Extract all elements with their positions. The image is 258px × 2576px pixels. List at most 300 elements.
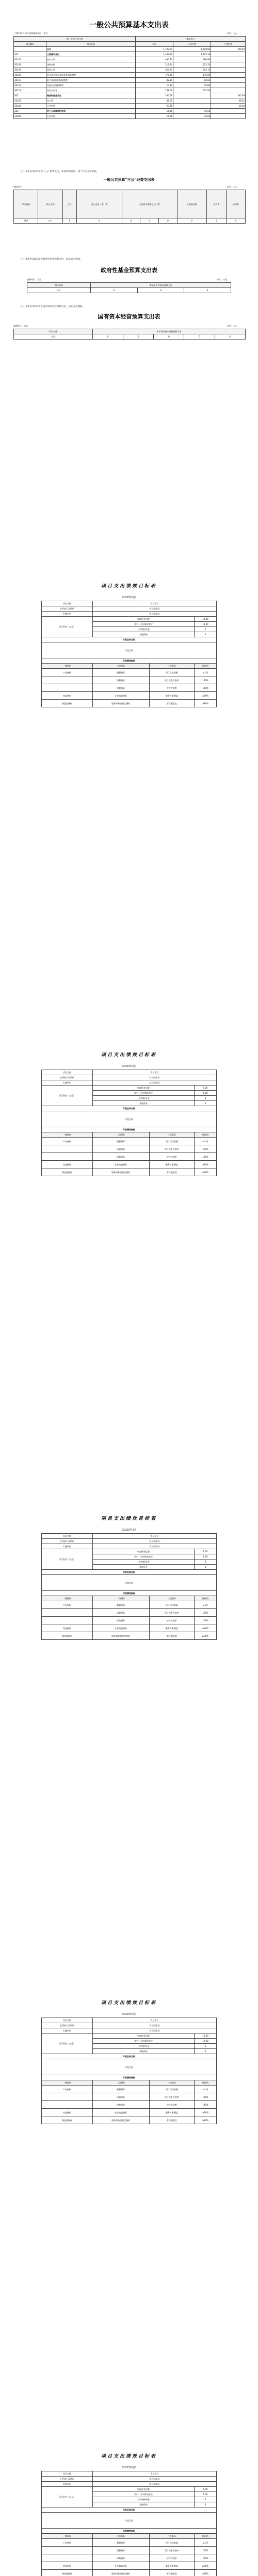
table-cell: 项目验收合格率 xyxy=(149,1609,194,1617)
table-cell xyxy=(211,73,246,78)
table-cell: 项目资金（万元） xyxy=(42,617,93,637)
table-cell: 年度资金总额 xyxy=(92,2033,194,2039)
table-cell: 0 xyxy=(194,2044,216,2049)
table-cell: 年度资金总额 xyxy=(92,1086,194,1091)
table-cell: 年度总体目标 xyxy=(42,2054,217,2059)
table-cell: 时效指标 xyxy=(92,2554,149,2562)
table-cell: 176.05 xyxy=(136,73,173,78)
table-header: 一级指标 xyxy=(42,1596,93,1601)
table-cell: 30305 xyxy=(14,114,46,119)
table-cell: ≥90% xyxy=(194,692,216,700)
table-cell: 数量指标 xyxy=(92,2539,149,2547)
basic-expense-table xyxy=(13,36,246,119)
table-cell: 时效指标 xyxy=(92,1617,149,1624)
table-cell: 0 xyxy=(194,1560,216,1565)
table-cell: ≥90% xyxy=(194,2109,216,2116)
table-cell: 项目验收合格率 xyxy=(149,676,194,684)
table-row xyxy=(42,1161,217,1168)
table-cell: 30101 xyxy=(14,57,46,62)
table-row xyxy=(42,1070,217,1075)
table-cell: 满意度指标 xyxy=(42,2570,93,2576)
table-cell: 合计 xyxy=(27,288,91,293)
table-cell: 宾县财政局 xyxy=(92,1080,216,1086)
gov-fund-title: 政府性基金预算支出表 xyxy=(101,267,157,274)
table-cell xyxy=(42,1617,93,1624)
table-cell: 0 xyxy=(194,1101,216,1106)
table-cell: 项目名称 xyxy=(42,1534,93,1539)
table-cell xyxy=(42,2101,93,2109)
table-cell: 年度总体目标 xyxy=(42,1106,217,1111)
table-header: 科目名称 xyxy=(27,283,91,288)
table-cell: 实施单位 xyxy=(42,2482,93,2487)
table-row xyxy=(42,2116,217,2124)
table-cell: 132.06 xyxy=(136,88,173,93)
table-cell: 项目名称 xyxy=(42,1070,93,1075)
sanggong-unit-right: 单位：万元 xyxy=(227,185,237,188)
table-cell: 30113 xyxy=(14,88,46,93)
state-capital-title: 国有资本经营预算支出表 xyxy=(98,313,160,320)
table-cell: 0 xyxy=(140,218,159,224)
table-row xyxy=(42,1617,217,1624)
table-row xyxy=(42,2028,217,2033)
table-cell: 群众满意度 xyxy=(149,700,194,707)
state-capital-unit: 编制单位：宾县 xyxy=(13,325,28,327)
table-cell: 按时完成率 xyxy=(149,684,194,692)
table-row xyxy=(14,52,246,57)
table-header: 指标值 xyxy=(194,1132,216,1138)
table-header: 二级指标 xyxy=(92,2080,149,2086)
table-row xyxy=(42,1539,217,1544)
table-row xyxy=(42,1168,217,1176)
table-cell: 效益指标 xyxy=(42,1624,93,1632)
table-header: 本年政府性基金预算支出 xyxy=(91,283,231,288)
table-row xyxy=(42,2507,217,2513)
table-cell: ≥90% xyxy=(194,1168,216,1176)
table-cell: 30107 xyxy=(14,67,46,73)
table-row xyxy=(42,2080,217,2086)
table-row xyxy=(42,1570,217,1575)
table-cell: 16.66 xyxy=(173,109,211,114)
table-row xyxy=(42,1601,217,1609)
table-cell: 职工基本医疗保险缴费 xyxy=(46,78,136,83)
table-cell: 基本工资 xyxy=(46,57,136,62)
table-cell: 主管部门及代码 xyxy=(42,606,93,612)
table-row xyxy=(42,676,217,684)
table-cell: 按时完成率 xyxy=(149,2554,194,2562)
table-cell: 0 xyxy=(62,218,76,224)
table-cell: 8.00 xyxy=(194,1554,216,1560)
table-cell: 年度绩效指标 xyxy=(42,1591,217,1596)
table-cell: 服务对象覆盖 xyxy=(149,2562,194,2570)
table-cell: 48.62 xyxy=(136,98,173,104)
table-header: 三级指标 xyxy=(149,2534,194,2539)
table-row xyxy=(42,1591,217,1596)
table-cell: 数量指标 xyxy=(92,669,149,676)
table-row xyxy=(42,2075,217,2080)
table-row xyxy=(42,2018,217,2023)
table-cell: 0 xyxy=(177,218,206,224)
table-cell: 项目验收合格率 xyxy=(149,2093,194,2101)
card-title: 项目支出绩效目标表 xyxy=(101,2001,157,2006)
table-row xyxy=(42,1145,217,1153)
table-cell: 项目资金（万元） xyxy=(42,1549,93,1570)
table-row xyxy=(42,664,217,669)
table-cell: ≥90% xyxy=(194,2562,216,2570)
gov-fund-unit-right: 单位：万元 xyxy=(217,278,227,281)
table-header: 科目名称 xyxy=(14,329,93,334)
table-header: 一级指标 xyxy=(42,2080,93,2086)
table-header: 公务接待费 xyxy=(177,190,206,218)
table-cell: 其他资金 xyxy=(92,2049,194,2054)
table-cell: 社会效益指标 xyxy=(92,2109,149,2116)
table-cell xyxy=(42,1153,93,1161)
table-cell xyxy=(211,67,246,73)
table-cell: 群众满意度 xyxy=(149,2116,194,2124)
table-header: 部门预算经济分类 xyxy=(14,37,136,42)
table-cell: 项目名称 xyxy=(42,2471,93,2477)
note-sanggong: 注：本单位2023年无“三公”经费支出。如需要说明的，请于下方文字说明。 xyxy=(21,171,99,173)
table-cell: 12.00 xyxy=(194,2039,216,2044)
table-cell: 年度总体目标 xyxy=(42,1570,217,1575)
table-row xyxy=(42,1609,217,1617)
table-cell: ≥1项 xyxy=(194,669,216,676)
table-cell xyxy=(211,78,246,83)
table-cell: 100% xyxy=(194,2093,216,2101)
table-cell: 1,703.94 xyxy=(136,47,173,52)
table-cell: 30110 xyxy=(14,78,46,83)
table-cell: 82.81 xyxy=(136,78,173,83)
table-header: 合计 xyxy=(62,190,76,218)
table-cell: 服务对象满意度指标 xyxy=(92,2116,149,2124)
table-cell: 实施单位 xyxy=(42,1080,93,1086)
table-cell: 1,492.19 xyxy=(173,52,211,57)
table-cell: 项目资金（万元） xyxy=(42,2033,93,2054)
table-cell: 其中：当年财政拨款 xyxy=(92,622,194,627)
table-cell: 48.62 xyxy=(211,98,246,104)
table-header: 二级指标 xyxy=(92,664,149,669)
table-header: 二级指标 xyxy=(92,1596,149,1601)
table-row xyxy=(14,88,246,93)
table-cell: 30201 xyxy=(14,98,46,104)
table-cell: 项目资金（万元） xyxy=(42,2487,93,2507)
table-cell: ≥90% xyxy=(194,700,216,707)
gov-fund-unit: 编制单位：宾县 xyxy=(27,278,41,281)
state-capital-table xyxy=(13,329,246,340)
table-header: 培训费 xyxy=(226,190,245,218)
table-cell: 项目完成数量 xyxy=(149,2086,194,2093)
table-row xyxy=(42,1127,217,1132)
table-cell xyxy=(211,62,246,67)
table-header: 一级指标 xyxy=(42,2534,93,2539)
table-row xyxy=(42,617,217,622)
table-cell xyxy=(42,2547,93,2554)
table-cell: 项目资金（万元） xyxy=(42,1086,93,1106)
table-cell: 产出指标 xyxy=(42,2086,93,2093)
table-row xyxy=(14,57,246,62)
table-cell: 0 xyxy=(194,1565,216,1570)
table-cell: 满意度指标 xyxy=(42,1168,93,1176)
table-row xyxy=(42,1086,217,1091)
table-row xyxy=(14,47,246,52)
table-cell: 0 xyxy=(194,1096,216,1101)
card-title: 项目支出绩效目标表 xyxy=(101,584,157,589)
table-row xyxy=(42,1596,217,1601)
table-row xyxy=(42,1075,217,1080)
table-row xyxy=(42,1544,217,1549)
performance-table xyxy=(41,2471,217,2576)
table-cell: 303 xyxy=(14,109,46,114)
table-row xyxy=(42,700,217,707)
table-cell: 其中：当年财政拨款 xyxy=(92,2039,194,2044)
table-cell: 132.06 xyxy=(173,88,211,93)
table-cell: 宾县财政局 xyxy=(92,2482,216,2487)
table-row xyxy=(42,2562,217,2570)
table-cell: 工资福利支出 xyxy=(46,52,136,57)
table-cell: 100% xyxy=(194,684,216,692)
table-row xyxy=(42,1138,217,1145)
table-cell: 服务对象覆盖 xyxy=(149,2109,194,2116)
table-row xyxy=(42,2059,217,2075)
table-cell: 1,508.85 xyxy=(173,47,211,52)
table-cell: 宾县财政局 xyxy=(92,2477,216,2482)
table-cell: 30112 xyxy=(14,83,46,88)
table-cell: 主管部门及代码 xyxy=(42,1539,93,1544)
table-cell: 6.00 xyxy=(194,2492,216,2497)
table-cell: 100% xyxy=(194,1145,216,1153)
performance-table xyxy=(41,1070,217,1176)
table-cell: 年度绩效指标 xyxy=(42,1127,217,1132)
table-cell: 30102 xyxy=(14,62,46,67)
table-cell: 合计 xyxy=(46,47,136,52)
page-title: 一般公共预算基本支出表 xyxy=(89,21,169,29)
table-cell: 产出指标 xyxy=(42,1601,93,1609)
performance-table xyxy=(41,1533,217,1640)
table-header: 二级指标 xyxy=(92,1132,149,1138)
table-cell: 时效指标 xyxy=(92,1153,149,1161)
table-cell: 100% xyxy=(194,2554,216,2562)
table-row xyxy=(42,601,217,606)
table-row xyxy=(42,1111,217,1127)
table-cell: 商品和服务支出 xyxy=(46,93,136,98)
table-row xyxy=(14,104,246,109)
table-row xyxy=(42,2471,217,2477)
table-cell: 10.84 xyxy=(173,83,211,88)
table-row xyxy=(14,98,246,104)
table-cell: 产出指标 xyxy=(42,2539,93,2547)
table-cell: 宾县财政局 xyxy=(92,2028,216,2033)
table-cell: 服务对象满意度指标 xyxy=(92,2570,149,2576)
table-cell xyxy=(211,109,246,114)
table-cell: 宾县财政局 xyxy=(92,606,216,612)
table-cell: 数量指标 xyxy=(92,1601,149,1609)
table-cell: 住房公积金 xyxy=(46,88,136,93)
table-cell: 项目验收合格率 xyxy=(149,2547,194,2554)
table-row xyxy=(42,2513,217,2529)
table-cell: 群众满意度 xyxy=(149,1168,194,1176)
table-cell: 213.74 xyxy=(173,62,211,67)
table-cell: 社会效益指标 xyxy=(92,1161,149,1168)
table-cell: 1,492.19 xyxy=(136,52,173,57)
table-cell: 其他社会保障缴费 xyxy=(46,83,136,88)
table-cell: 实施单位 xyxy=(42,1544,93,1549)
table-cell: 其中：当年财政拨款 xyxy=(92,2492,194,2497)
table-row xyxy=(42,2547,217,2554)
table-cell: 其他资金 xyxy=(92,632,194,637)
table-cell: 年度总体目标 xyxy=(42,637,217,642)
table-cell: 机关事业单位基本养老保险缴费 xyxy=(46,73,136,78)
table-cell: 实施单位 xyxy=(42,2028,93,2033)
table-cell: 10.00 xyxy=(194,617,216,622)
table-cell: 0 xyxy=(184,288,231,293)
table-cell: 0 xyxy=(226,218,245,224)
table-cell: 群众满意度 xyxy=(149,2570,194,2576)
table-cell: 496.80 xyxy=(173,57,211,62)
table-row xyxy=(42,2487,217,2492)
table-row xyxy=(42,2570,217,2576)
table-cell xyxy=(42,684,93,692)
table-row xyxy=(42,1575,217,1591)
table-cell: 服务对象满意度指标 xyxy=(92,700,149,707)
table-cell xyxy=(42,1609,93,1617)
table-cell: ≥90% xyxy=(194,1624,216,1632)
table-cell: 满意度指标 xyxy=(42,1632,93,1640)
table-header: 一级指标 xyxy=(42,664,93,669)
table-cell: 6.00 xyxy=(194,2487,216,2492)
table-header: 会议费 xyxy=(207,190,226,218)
table-row xyxy=(14,73,246,78)
table-header: 三级指标 xyxy=(149,664,194,669)
table-cell: 产出指标 xyxy=(42,669,93,676)
table-cell: 质量指标 xyxy=(92,676,149,684)
table-cell: 其中：当年财政拨款 xyxy=(92,1091,194,1096)
table-row xyxy=(42,1534,217,1539)
table-row xyxy=(42,2054,217,2059)
unit-right: 单位：万元 xyxy=(227,32,237,35)
table-cell: 年度资金总额 xyxy=(92,617,194,622)
table-cell: 100% xyxy=(194,1609,216,1617)
table-cell: 宾县项目 xyxy=(92,2471,216,2477)
table-cell: 30108 xyxy=(14,73,46,78)
table-cell: 服务对象覆盖 xyxy=(149,1161,194,1168)
table-row xyxy=(42,2033,217,2039)
table-cell: 实施单位 xyxy=(42,612,93,617)
table-cell: 项目完成数量 xyxy=(149,1601,194,1609)
table-cell: 16.66 xyxy=(136,109,173,114)
table-row xyxy=(42,612,217,617)
table-cell: 213.74 xyxy=(136,62,173,67)
table-cell: 年度绩效指标 xyxy=(42,658,217,664)
table-subheader: 科目编码 xyxy=(14,42,46,47)
table-row xyxy=(42,1106,217,1111)
table-cell: 年度总体目标 xyxy=(42,2507,217,2513)
table-subheader: 科目名称 xyxy=(46,42,136,47)
table-cell: 数量指标 xyxy=(92,1138,149,1145)
table-cell: 主管部门及代码 xyxy=(42,2477,93,2482)
table-row xyxy=(42,1132,217,1138)
table-cell: 176.05 xyxy=(173,73,211,78)
table-cell: 服务对象覆盖 xyxy=(149,692,194,700)
table-header: 基本支出 xyxy=(136,37,246,42)
table-cell: 时效指标 xyxy=(92,2101,149,2109)
table-cell: 0 xyxy=(215,334,246,340)
card-title: 项目支出绩效目标表 xyxy=(101,1053,157,1058)
table-cell xyxy=(211,88,246,93)
table-row xyxy=(42,1080,217,1086)
unit-label: （2023年）部门预算编制单位：宾县 xyxy=(13,32,48,35)
table-cell: 项目验收合格率 xyxy=(149,1145,194,1153)
table-cell: 社会效益指标 xyxy=(92,1624,149,1632)
table-row xyxy=(42,2023,217,2028)
table-cell: 82.81 xyxy=(173,78,211,83)
sanggong-unit: 填报单位： xyxy=(13,185,24,188)
table-cell: 8.00 xyxy=(194,1549,216,1554)
performance-table xyxy=(41,2018,217,2124)
table-cell xyxy=(173,93,211,98)
table-cell: 按时完成率 xyxy=(149,1617,194,1624)
table-cell xyxy=(211,57,246,62)
table-cell: 0 xyxy=(184,334,215,340)
table-row xyxy=(42,2529,217,2534)
table-cell: 效益指标 xyxy=(42,1161,93,1168)
table-cell: 年度目标 xyxy=(42,642,217,658)
table-cell: 年度绩效指标 xyxy=(42,2075,217,2080)
table-cell: 16.66 xyxy=(136,114,173,119)
table-cell: 0 xyxy=(194,627,216,632)
table-row xyxy=(14,83,246,88)
note-state-capital: 注：本单位2023年无国有资本经营预算支出，故此表无数据。 xyxy=(21,306,85,308)
table-cell: 301 xyxy=(14,52,46,57)
table-cell: ≥90% xyxy=(194,2116,216,2124)
table-cell: 100% xyxy=(194,1617,216,1624)
table-cell xyxy=(173,104,211,109)
table-header: 公务用车购置及运行费 xyxy=(122,190,177,218)
table-cell: 20.28 xyxy=(136,104,173,109)
table-cell: 按时完成率 xyxy=(149,2101,194,2109)
table-header: 三级指标 xyxy=(149,1596,194,1601)
table-cell: 宾县项目 xyxy=(92,1070,216,1075)
table-cell: 100% xyxy=(194,2101,216,2109)
card-title: 项目支出绩效目标表 xyxy=(101,2454,157,2459)
table-header: 指标值 xyxy=(194,1596,216,1601)
table-cell: 社会效益指标 xyxy=(92,692,149,700)
sanggong-table xyxy=(13,190,246,224)
table-cell: 按时完成率 xyxy=(149,1153,194,1161)
table-cell: 产出指标 xyxy=(42,1138,93,1145)
table-cell: 12.00 xyxy=(194,2033,216,2039)
table-cell xyxy=(211,114,246,119)
table-cell xyxy=(42,676,93,684)
table-cell: 10.84 xyxy=(136,83,173,88)
table-cell: ≥1项 xyxy=(194,2539,216,2547)
table-cell: 353.73 xyxy=(136,67,173,73)
table-cell: 10.00 xyxy=(194,622,216,627)
table-cell: 100% xyxy=(194,2547,216,2554)
table-cell: 宾县财政局 xyxy=(92,1539,216,1544)
table-header: 三级指标 xyxy=(149,2080,194,2086)
table-row xyxy=(42,684,217,692)
table-cell: 津贴补贴 xyxy=(46,62,136,67)
table-cell: 302 xyxy=(14,93,46,98)
table-cell: 100% xyxy=(194,676,216,684)
table-cell: 宾县财政局 xyxy=(92,1544,216,1549)
table-header: 本年国有资本经营预算支出 xyxy=(93,329,246,334)
table-row xyxy=(14,67,246,73)
table-cell: 效益指标 xyxy=(42,2562,93,2570)
table-header: 因公出国（境）费 xyxy=(77,190,122,218)
table-row xyxy=(42,1624,217,1632)
table-cell: 0 xyxy=(207,218,226,224)
table-cell: 5.00 xyxy=(194,1086,216,1091)
